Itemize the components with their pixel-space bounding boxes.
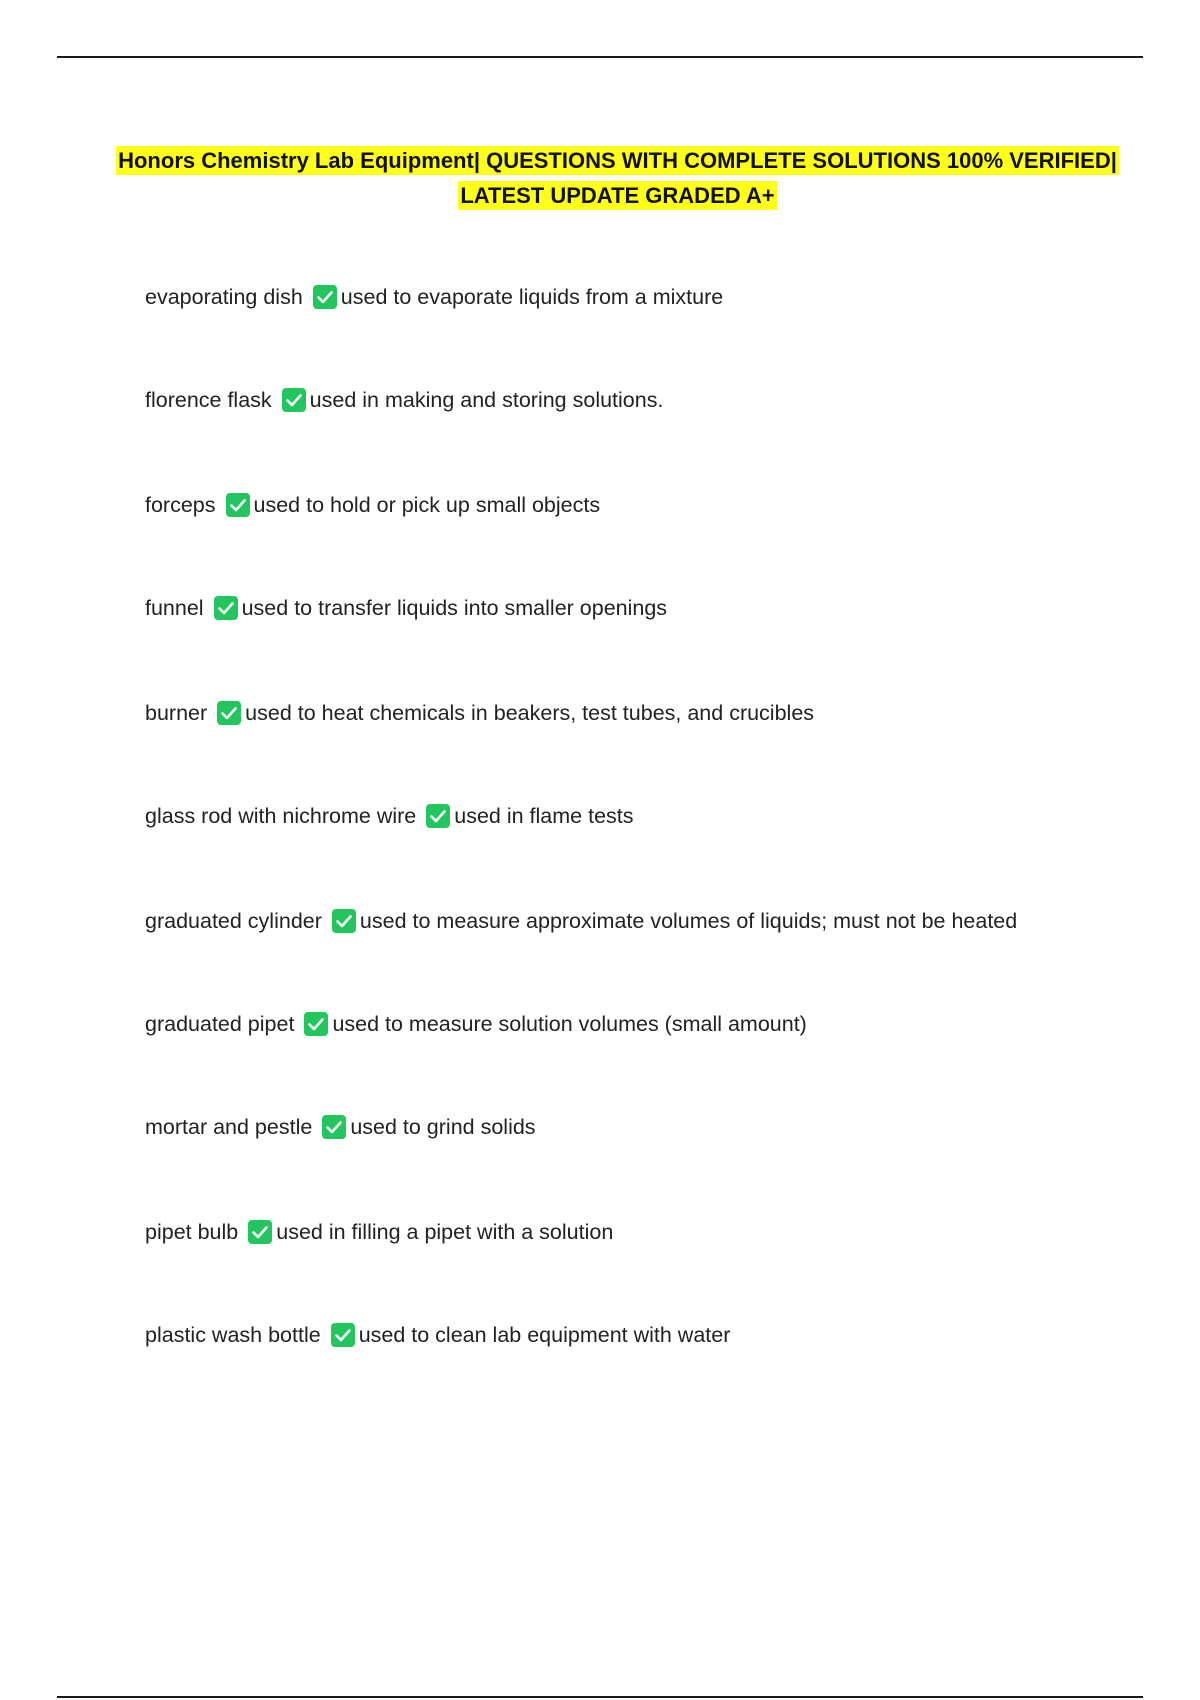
- title-line-2: LATEST UPDATE GRADED A+: [460, 183, 775, 208]
- entry-term: graduated pipet: [145, 1012, 295, 1036]
- check-box-icon: [426, 804, 450, 828]
- list-item: [145, 1009, 807, 1039]
- list-item: [145, 593, 667, 623]
- entry-definition: used to measure approximate volumes of liquids; must not be heated: [359, 909, 1018, 933]
- check-box-icon: [304, 1012, 328, 1036]
- list-item: [145, 698, 814, 728]
- entry-definition: used to transfer liquids into smaller openings: [241, 596, 668, 620]
- entry-term: glass rod with nichrome wire: [145, 804, 417, 828]
- check-box-icon: [313, 285, 337, 309]
- check-box-icon: [217, 701, 241, 725]
- list-item: [145, 1112, 536, 1142]
- entry-definition: used to evaporate liquids from a mixture: [340, 285, 724, 309]
- check-box-icon: [322, 1115, 346, 1139]
- entry-term: forceps: [145, 493, 216, 517]
- check-box-icon: [214, 596, 238, 620]
- entry-definition: used in filling a pipet with a solution: [276, 1220, 614, 1244]
- entry-term: funnel: [145, 596, 204, 620]
- entry-definition: used to grind solids: [350, 1115, 536, 1139]
- check-box-icon: [248, 1220, 272, 1244]
- entry-term: plastic wash bottle: [145, 1323, 321, 1347]
- entry-term: mortar and pestle: [145, 1115, 313, 1139]
- document-title: [100, 143, 1135, 213]
- entry-definition: used to clean lab equipment with water: [358, 1323, 731, 1347]
- check-box-icon: [226, 493, 250, 517]
- check-box-icon: [282, 388, 306, 412]
- entry-definition: used in making and storing solutions.: [309, 388, 664, 412]
- list-item: [145, 801, 634, 831]
- entry-term: graduated cylinder: [145, 909, 322, 933]
- check-box-icon: [331, 1323, 355, 1347]
- entry-term: pipet bulb: [145, 1220, 239, 1244]
- list-item: [145, 282, 723, 312]
- top-rule: [57, 56, 1143, 58]
- title-line-1: Honors Chemistry Lab Equipment| QUESTIONS WITH COMPLETE SOLUTIONS 100% VERIFIED|: [118, 148, 1117, 173]
- bottom-rule: [57, 1696, 1143, 1698]
- check-box-icon: [332, 909, 356, 933]
- entry-term: evaporating dish: [145, 285, 303, 309]
- entry-definition: used to heat chemicals in beakers, test tubes, and crucibles: [245, 701, 815, 725]
- entry-term: florence flask: [145, 388, 272, 412]
- list-item: [145, 490, 600, 520]
- list-item: [145, 1217, 613, 1247]
- entry-definition: used in flame tests: [454, 804, 634, 828]
- list-item: [145, 385, 663, 415]
- list-item: [145, 1320, 730, 1350]
- entry-definition: used to hold or pick up small objects: [253, 493, 601, 517]
- entry-definition: used to measure solution volumes (small amount): [332, 1012, 807, 1036]
- list-item: [145, 906, 1017, 936]
- entry-term: burner: [145, 701, 208, 725]
